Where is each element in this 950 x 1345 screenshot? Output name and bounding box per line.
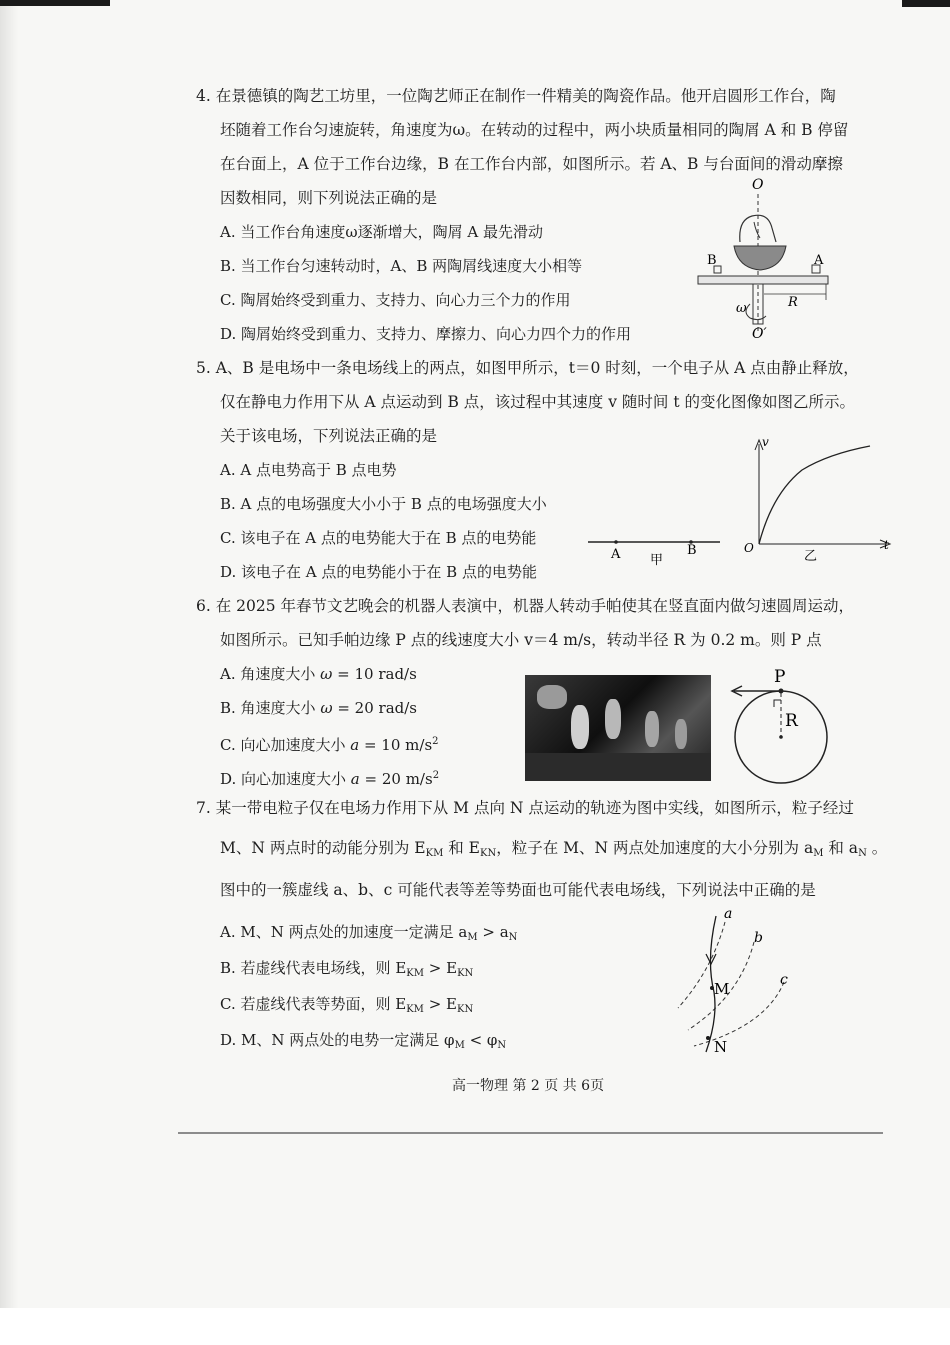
q4-line-2: 坯随着工作台匀速旋转，角速度为ω。在转动的过程中，两小块质量相同的陶屑 A 和 B 停留 xyxy=(220,121,849,139)
q5-option-d: D. 该电子在 A 点的电势能小于在 B 点的电势能 xyxy=(220,563,537,581)
q6-line-2: 如图所示。已知手帕边缘 P 点的线速度大小 v＝4 m/s，转动半径 R 为 0.2 m。则 P 点 xyxy=(220,631,822,649)
q4-line-1: 4. 在景德镇的陶艺工坊里，一位陶艺师正在制作一件精美的陶瓷作品。他开启圆形工作台，陶 xyxy=(196,87,836,105)
q5-option-b: B. A 点的电场强度大小小于 B 点的电场强度大小 xyxy=(220,495,547,513)
q4-line-4: 因数相同，则下列说法正确的是 xyxy=(220,189,438,207)
q4-option-b: B. 当工作台匀速转动时，A、B 两陶屑线速度大小相等 xyxy=(220,257,583,275)
q5-field-line-figure xyxy=(584,528,724,572)
q7-label-n: N xyxy=(714,1038,728,1056)
q5-vt-curve xyxy=(759,446,870,544)
q7-option-d: D. M、N 两点处的电势一定满足 $\varphi_M < \varphi_N$ xyxy=(220,1031,507,1051)
q5-t-label: t xyxy=(884,538,889,552)
q5-point-a xyxy=(614,540,618,544)
q6-option-c: C. 向心加速度大小 a = 10 $m/s^2$ xyxy=(220,736,439,754)
page-footer: 高一物理 第 2 页 共 6页 xyxy=(452,1078,605,1094)
q4-label-a: A xyxy=(814,253,824,268)
q4-line-3: 在台面上，A 位于工作台边缘，B 在工作台内部，如图所示。若 A、B 与台面间的滑动摩擦 xyxy=(220,155,843,173)
q5-label-b: B xyxy=(687,543,697,558)
scan-bottom-margin xyxy=(0,1308,950,1345)
q4-label-b: B xyxy=(707,253,717,268)
q5-label-a: A xyxy=(611,547,621,562)
q4-option-a: A. 当工作台角速度ω逐渐增大，陶屑 A 最先滑动 xyxy=(220,223,543,241)
q5-origin-label: O xyxy=(744,541,754,555)
q5-vt-graph xyxy=(738,436,894,564)
q7-label-m: M xyxy=(714,980,730,998)
q7-option-b: B. 若虚线代表电场线，则 $E_{KM} > E_{KN}$ xyxy=(220,959,474,979)
q4-axis-bottom-label: O′ xyxy=(752,326,767,342)
q5-line-1: 5. A、B 是电场中一条电场线上的两点，如图甲所示，t＝0 时刻，一个电子从 A 点由静止释放， xyxy=(196,359,859,377)
q6-option-b: B. 角速度大小 ω = 20 rad/s xyxy=(220,699,417,717)
q5-option-c: C. 该电子在 A 点的电势能大于在 B 点的电势能 xyxy=(220,529,537,547)
q5-option-a: A. A 点电势高于 B 点电势 xyxy=(220,461,397,479)
q6-circle-figure xyxy=(724,662,864,786)
page-bottom-edge xyxy=(178,1132,883,1134)
q4-option-d: D. 陶屑始终受到重力、支持力、摩擦力、向心力四个力的作用 xyxy=(220,325,632,343)
q6-center xyxy=(779,735,783,739)
q7-label-b: b xyxy=(754,930,763,946)
q5-figure-jia-label: 甲 xyxy=(650,553,664,568)
q7-label-c: c xyxy=(780,972,788,988)
q5-v-label: v xyxy=(762,436,769,449)
q4-turntable xyxy=(698,276,828,284)
q6-robot-performance-photo xyxy=(525,675,711,781)
q4-omega-label: ω xyxy=(736,301,747,316)
q7-trajectory-figure xyxy=(676,900,800,1060)
q4-turntable-figure xyxy=(690,172,840,344)
q7-line-2: M、N 两点时的动能分别为 $E_{KM}$ 和 $E_{KN}$，粒子在 M、N 两点处加速度的大小分别为 $a_M$ 和 $a_N$ 。 xyxy=(220,839,888,859)
q5-figure-yi-label: 乙 xyxy=(804,549,818,564)
scan-edge-mark xyxy=(0,0,110,6)
q7-label-a: a xyxy=(724,906,733,922)
q6-option-a: A. 角速度大小 ω = 10 rad/s xyxy=(220,665,417,683)
q4-radius-label: R xyxy=(788,295,798,310)
q6-label-p: P xyxy=(774,667,786,687)
q4-axis-top-label: O xyxy=(752,177,764,193)
q5-line-3: 关于该电场，下列说法正确的是 xyxy=(220,427,438,445)
scan-edge-mark xyxy=(902,0,950,7)
q6-line-1: 6. 在 2025 年春节文艺晚会的机器人表演中，机器人转动手帕使其在竖直面内做匀速圆周运动， xyxy=(196,597,855,615)
q6-label-r: R xyxy=(785,711,798,731)
q7-line-3: 图中的一簇虚线 a、b、c 可能代表等差等势面也可能代表电场线，下列说法中正确的是 xyxy=(220,881,816,899)
q7-option-c: C. 若虚线代表等势面，则 $E_{KM} > E_{KN}$ xyxy=(220,995,474,1015)
q6-option-d: D. 向心加速度大小 a = 20 $m/s^2$ xyxy=(220,770,440,788)
q5-line-2: 仅在静电力作用下从 A 点运动到 B 点，该过程中其速度 v 随时间 t 的变化图像如图乙所示。 xyxy=(220,393,855,411)
q7-point-n xyxy=(706,1036,710,1040)
q4-option-c: C. 陶屑始终受到重力、支持力、向心力三个力的作用 xyxy=(220,291,571,309)
q7-line-1: 7. 某一带电粒子仅在电场力作用下从 M 点向 N 点运动的轨迹为图中实线，如图所示，粒子经过 xyxy=(196,799,854,817)
scan-shadow xyxy=(0,0,18,1310)
q4-spindle xyxy=(753,284,763,324)
q7-option-a: A. M、N 两点处的加速度一定满足 $a_M > a_N$ xyxy=(220,923,518,943)
q4-pottery-bowl xyxy=(734,246,786,270)
